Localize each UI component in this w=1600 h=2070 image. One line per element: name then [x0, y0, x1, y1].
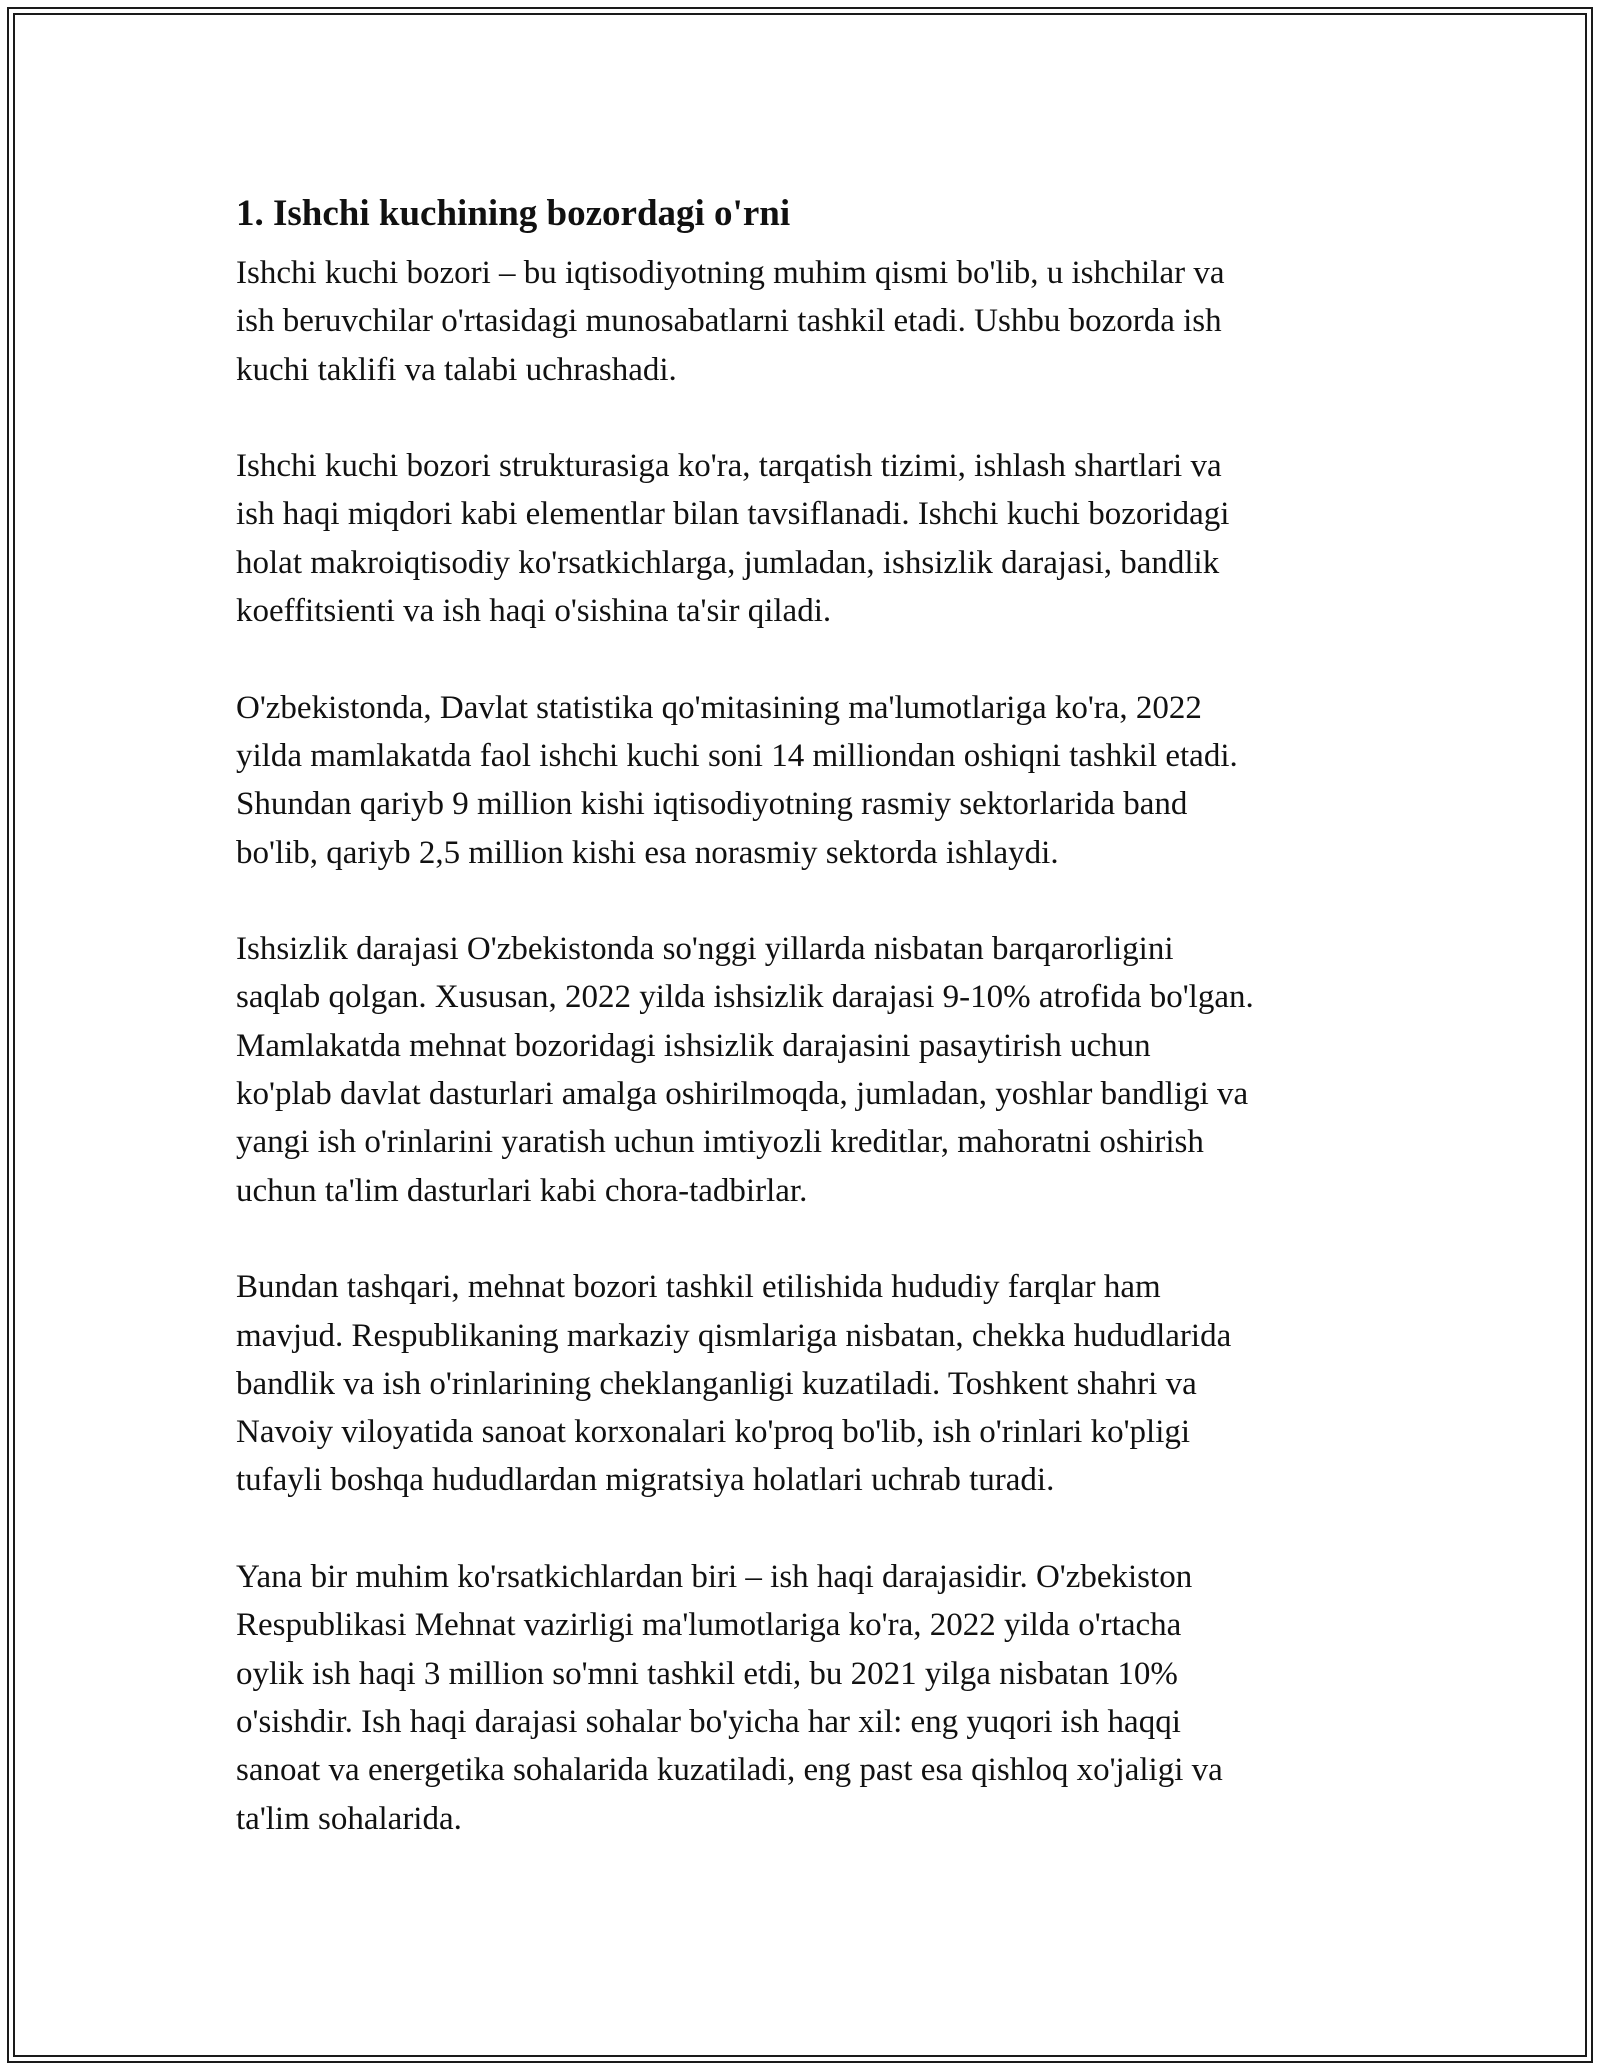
- text-line: Ishchi kuchi bozori – bu iqtisodiyotning muhim qismi bo'lib, u ishchilar va: [236, 255, 1225, 291]
- text-line: koeffitsienti va ish haqi o'sishina ta'sir qiladi.: [236, 593, 832, 630]
- text-line: Mamlakatda mehnat bozoridagi ishsizlik darajasini pasaytirish uchun: [236, 1027, 1151, 1064]
- paragraph: [236, 1553, 1371, 1843]
- paragraph: [236, 925, 1371, 1215]
- text-line: mavjud. Respublikaning markaziy qismlariga nisbatan, chekka hududlarida: [236, 1317, 1232, 1354]
- text-line: uchun ta'lim dasturlari kabi chora-tadbirlar.: [236, 1172, 808, 1209]
- paragraph: [236, 684, 1371, 877]
- text-line: Ishchi kuchi bozori strukturasiga ko'ra, tarqatish tizimi, ishlash shartlari va: [236, 448, 1222, 485]
- text-line: o'sishdir. Ish haqi darajasi sohalar bo'yicha har xil: eng yuqori ish haqqi: [236, 1703, 1181, 1740]
- text-line: tufayli boshqa hududlardan migratsiya holatlari uchrab turadi.: [236, 1462, 1055, 1499]
- text-line: Respublikasi Mehnat vazirligi ma'lumotlariga ko'ra, 2022 yilda o'rtacha: [236, 1607, 1182, 1644]
- text-line: bandlik va ish o'rinlarining cheklanganligi kuzatiladi. Toshkent shahri va: [236, 1365, 1197, 1402]
- text-line: ta'lim sohalarida.: [236, 1800, 462, 1837]
- text-line: ko'plab davlat dasturlari amalga oshirilmoqda, jumladan, yoshlar bandligi va: [236, 1076, 1249, 1113]
- text-line: holat makroiqtisodiy ko'rsatkichlarga, jumladan, ishsizlik darajasi, bandlik: [236, 544, 1220, 581]
- text-line: oylik ish haqi 3 million so'mni tashkil etdi, bu 2021 yilga nisbatan 10%: [236, 1655, 1178, 1692]
- text-line: Shundan qariyb 9 million kishi iqtisodiyotning rasmiy sektorlarida band: [236, 786, 1188, 823]
- paragraph: [236, 1263, 1371, 1504]
- text-line: O'zbekistonda, Davlat statistika qo'mitasining ma'lumotlariga ko'ra, 2022: [236, 689, 1202, 726]
- text-line: ish haqi miqdori kabi elementlar bilan tavsiflanadi. Ishchi kuchi bozoridagi: [236, 496, 1230, 533]
- text-line: Yana bir muhim ko'rsatkichlardan biri – ish haqi darajasidir. O'zbekiston: [236, 1559, 1193, 1596]
- text-line: kuchi taklifi va talabi uchrashadi.: [236, 351, 677, 388]
- text-line: saqlab qolgan. Xususan, 2022 yilda ishsizlik darajasi 9-10% atrofida bo'lgan.: [236, 979, 1254, 1016]
- text-line: yangi ish o'rinlarini yaratish uchun imtiyozli kreditlar, mahoratni oshirish: [236, 1124, 1204, 1161]
- text-line: sanoat va energetika sohalarida kuzatiladi, eng past esa qishloq xo'jaligi va: [236, 1752, 1223, 1789]
- paragraph: [236, 442, 1371, 635]
- text-line: ish beruvchilar o'rtasidagi munosabatlarni tashkil etadi. Ushbu bozorda ish: [236, 303, 1222, 340]
- text-line: yilda mamlakatda faol ishchi kuchi soni 14 milliondan oshiqni tashkil etadi.: [236, 737, 1238, 774]
- text-line: Navoiy viloyatida sanoat korxonalari ko'proq bo'lib, ish o'rinlari ko'pligi: [236, 1414, 1191, 1451]
- document-body: [236, 186, 1371, 1891]
- section-heading: 1. Ishchi kuchining bozordagi o'rni: [236, 193, 791, 234]
- paragraph: [236, 249, 1371, 394]
- text-line: Bundan tashqari, mehnat bozori tashkil etilishida hududiy farqlar ham: [236, 1269, 1161, 1306]
- text-line: bo'lib, qariyb 2,5 million kishi esa norasmiy sektorda ishlaydi.: [236, 834, 1059, 871]
- text-line: Ishsizlik darajasi O'zbekistonda so'nggi yillarda nisbatan barqarorligini: [236, 931, 1174, 968]
